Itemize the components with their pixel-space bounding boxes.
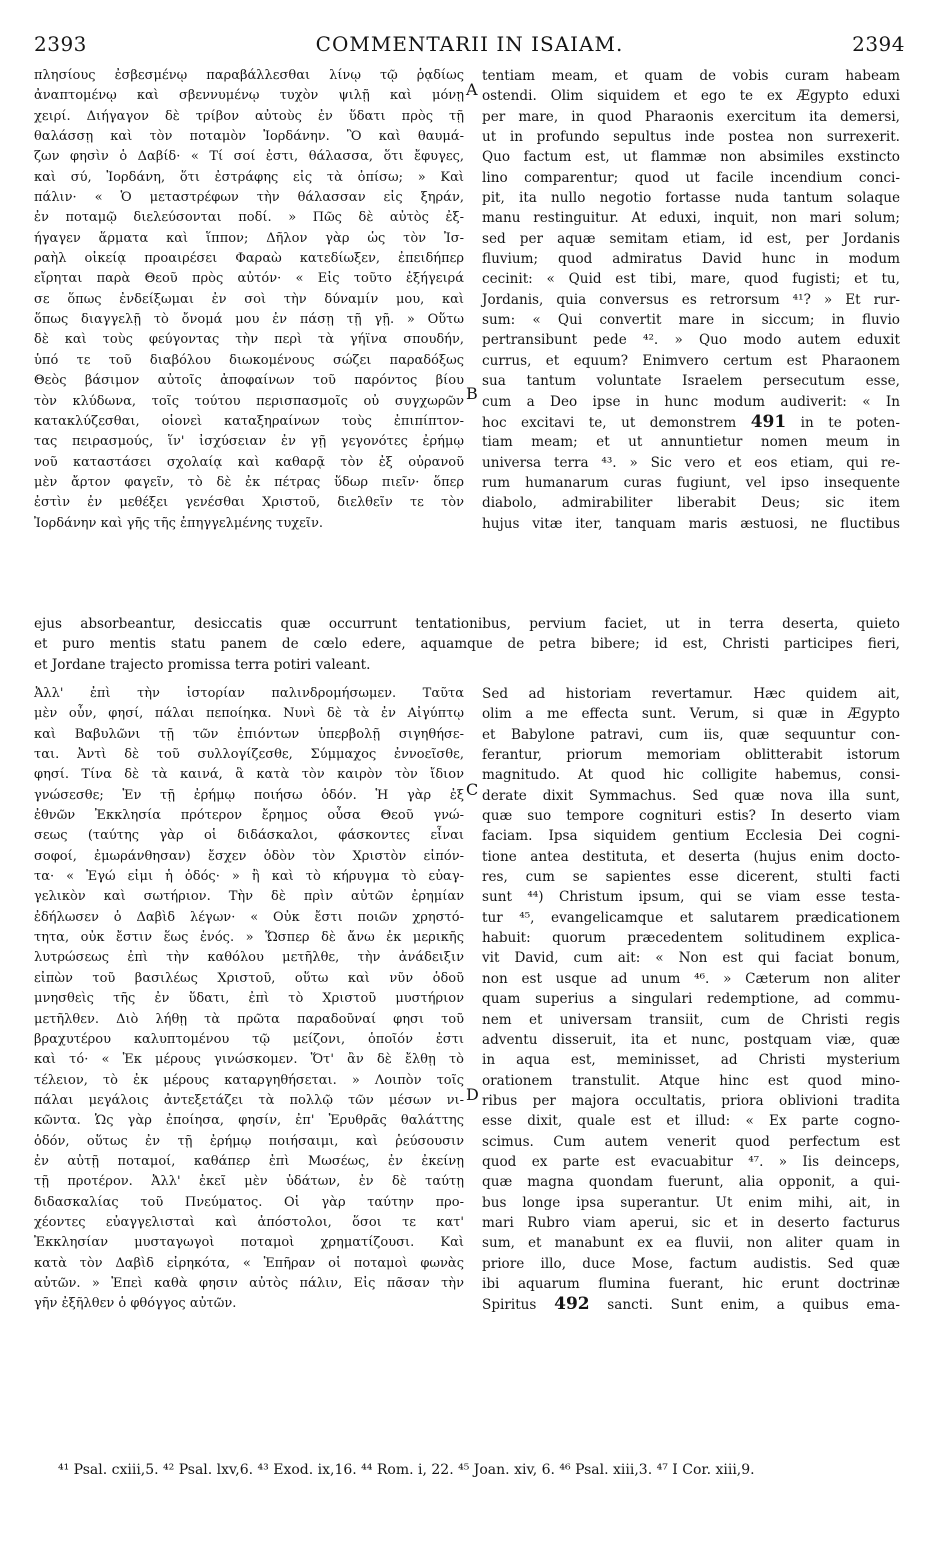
text-line: ραὴλ οἰκείᾳ προαιρέσει Φαραὼ κατεδίωξεν, ἐπειδήπερ: [34, 251, 464, 267]
text-line: Ἀλλ' ἐπὶ τὴν ἱστορίαν παλινδρομήσωμεν. Ταῦτα: [34, 686, 464, 701]
text-line: τητα, οὐκ ἔστιν ἕως ἑνός. » Ὥσπερ δὲ ἄνω ἐκ μερικῆς: [34, 930, 464, 946]
text-line: μὲν οὖν, φησί, πάλαι πεποίηκα. Νυνὶ δὲ τὰ ἐν Αἰγύπτῳ: [34, 706, 464, 722]
text-line: sua tantum voluntate Israelem persecutum esse,: [482, 373, 900, 390]
text-line: ἐθνῶν Ἐκκλησία πρότερον ἔρημος οὖσα Θεοῦ γνώ-: [34, 808, 464, 824]
text-line: et Jordane trajecto promissa terra potiri valeant.: [34, 656, 371, 673]
text-line: βραχυτέρου καλυπτομένου τῷ μείζονι, ὁποῖόν ἐστι: [34, 1031, 464, 1047]
text-line: hoc excitavi te, ut demonstrem 491 in te poten-: [482, 411, 900, 432]
text-line: εἰπὼν τοῦ βασιλέως Χριστοῦ, οὕτω καὶ νῦν ὁδοῦ: [34, 970, 464, 986]
page-header: [34, 32, 905, 62]
page-marker-number: 491: [750, 411, 787, 432]
text-line: faciam. Ipsa siquidem gentium Ecclesia Dei cogni-: [482, 828, 900, 845]
text-line: νοῦ καταστάσει σχολαίᾳ καὶ καθαρᾷ τὸν ἐξ οὐρανοῦ: [34, 454, 464, 470]
text-line: κῶντα. Ὡς γὰρ ἐποίησα, φησίν, ἐπ' Ἐρυθρᾶς θαλάττης: [34, 1113, 464, 1129]
text-line: ferantur, priorum memoriam oblitterabit istorum: [482, 747, 900, 764]
text-line: et Babylone patravi, cum iis, quæ sequuntur con-: [482, 726, 900, 743]
text-line: derate dixit Symmachus. Sed quæ nova illa sunt,: [482, 787, 900, 804]
text-line: ζων φησὶν ὁ Δαβίδ· « Τί σοί ἐστι, θάλασσα, ὅτι ἔφυγες,: [34, 149, 464, 165]
latin-column-1: [482, 66, 900, 534]
text-line: esse dixit, quale est et illud: « Ex parte cogno-: [482, 1113, 900, 1130]
text-line: Quo factum est, ut flammæ non absimiles exstincto: [482, 149, 900, 166]
text-line: quam superius a singulari redemptione, ad commu-: [482, 991, 900, 1008]
text-line: φησί. Τίνα δὲ τὰ καινά, ἃ κατὰ τὸν καιρὸν τὸν ἴδιον: [34, 767, 464, 783]
greek-column-2: [34, 684, 464, 1315]
text-line: καὶ σύ, Ἰορδάνη, ὅτι ἐστράφης εἰς τὰ ὀπίσω; » Καὶ: [34, 169, 464, 185]
text-line: ἐν ποταμῷ διελεύσονται ποδί. » Πῶς δὲ αὐτὸς ἐξ-: [34, 210, 464, 226]
text-line: θαλάσσῃ καὶ τὸν ποταμὸν Ἰορδάνην. Ὃ καὶ θαυμά-: [34, 129, 464, 145]
text-line: κατακλύζεσθαι, οἱονεὶ καταξηραίνων τοὺς ἐπιπίπτον-: [34, 413, 464, 429]
text-line: Jordanis, quia conversus es retrorsum ⁴¹? » Et rur-: [482, 291, 900, 308]
text-line: σεως (ταύτης γὰρ οἱ διδάσκαλοι, φάσκοντες εἶναι: [34, 828, 464, 844]
text-line: γελικὸν καὶ σωτήριον. Τὴν δὲ πρὶν αὐτῶν ἐρημίαν: [34, 889, 464, 905]
text-line: sunt ⁴⁴) Christum ipsum, qui se viam esse testa-: [482, 889, 900, 906]
text-line: tione antea destituta, et deserta (hujus enim docto-: [482, 848, 900, 865]
margin-marker-c: C: [466, 780, 479, 799]
text-line: καὶ τό· « Ἐκ μέρους γινώσκομεν. Ὅτ' ἂν δὲ ἔλθῃ τὸ: [34, 1052, 464, 1068]
text-line: σοφοί, ἐμωράνθησαν) ἔσχεν ὁδὸν τὸν Χριστὸν εἰπόν-: [34, 848, 464, 864]
text-line: diabolo, admirabiliter liberabit Deus; sic item: [482, 495, 900, 512]
text-line: ibi aquarum flumina fuerant, hic erunt doctrinæ: [482, 1275, 900, 1292]
text-line: Θεὸς βάσιμον αὐτοῖς ἀποφαίνων τοῦ παρόντος βίου: [34, 373, 464, 389]
text-line: adventu disseruit, ita et nunc, postquam viæ, quæ: [482, 1031, 900, 1048]
text-line: ἐστὶν ἐν μεθέξει γενέσθαι Χριστοῦ, διελθεῖν τε τὸν: [34, 495, 464, 511]
text-line: εἴρηται παρὰ Θεοῦ πρὸς αὐτόν· « Εἰς τοῦτο ἐξήγειρά: [34, 271, 464, 287]
text-line: pit, ita nullo negotio fortasse nuda tantum solaque: [482, 190, 900, 207]
footnotes: ⁴¹ Psal. cxiii,5. ⁴² Psal. lxv,6. ⁴³ Exod. ix,16. ⁴⁴ Rom. i, 22. ⁴⁵ Joan. xiv, 6. ⁴⁶ Psal. xiii,3. ⁴⁷ I Cor. xiii,9.: [58, 1462, 755, 1478]
text-line: orationem transtulit. Atque hinc est quod mino-: [482, 1072, 900, 1089]
text-line: magnitudo. At quod hic colligite habemus, consi-: [482, 767, 900, 784]
text-line: res, cum se sapientes esse dicerent, stulti facti: [482, 869, 900, 886]
text-line: quæ suo tempore cognituri estis? In deserto viam: [482, 808, 900, 825]
text-line: lino comparentur; quod ut facile incendium conci-: [482, 169, 900, 186]
text-line: καὶ Βαβυλῶνι τῇ τῶν ἐπιόντων ὑπερβολῇ σιγηθήσε-: [34, 726, 464, 742]
text-line: πλησίους ἐσβεσμένῳ παραβάλλεσθαι λίνῳ τῷ ῥᾳδίως: [34, 68, 464, 83]
text-line: γῆν ἐξῆλθεν ὁ φθόγγος αὐτῶν.: [34, 1296, 237, 1312]
text-line: ejus absorbeantur, desiccatis quæ occurrunt tentationibus, pervium faciet, ut in terra deserta, quieto: [34, 616, 900, 632]
margin-marker-d: D: [466, 1085, 479, 1104]
text-line: ἀναπτομένῳ καὶ σβεννυμένῳ τυχὸν ψιλῇ καὶ μόνῃ: [34, 88, 464, 104]
text-line: Sed ad historiam revertamur. Hæc quidem ait,: [482, 686, 900, 702]
text-line: priore illo, duce Mose, factum audistis. Sed quæ: [482, 1255, 900, 1272]
latin-column-2: [482, 684, 900, 1315]
text-line: ὑπό τε τοῦ διαβόλου διωκομένους σώζει παραδόξως: [34, 352, 464, 368]
running-title: COMMENTARII IN ISAIAM.: [315, 32, 624, 56]
text-line: Ἐκκλησίαν μυσταγωγοὶ ποταμοὶ χρηματίζουσι. Καὶ: [34, 1235, 464, 1251]
text-line: γνώσεσθε; Ἐν τῇ ἐρήμῳ ποιήσω ὁδόν. Ἡ γὰρ ἐξ: [34, 787, 464, 803]
text-line: Ἰορδάνην καὶ γῆς τῆς ἐπηγγελμένης τυχεῖν.: [34, 515, 324, 531]
text-line: cum a Deo ipse in hunc modum audiverit: « In: [482, 393, 900, 410]
text-line: vit David, cum ait: « Non est qui faciat bonum,: [482, 950, 900, 967]
margin-marker-b: B: [466, 384, 478, 403]
text-line: ὁδόν, οὕτως ἐν τῇ ἐρήμῳ ποιήσαιμι, καὶ ῥεύσουσιν: [34, 1133, 464, 1149]
full-width-paragraph: [34, 614, 900, 675]
text-line: sum, et manabunt ex ea fluvii, non aliter quam in: [482, 1235, 900, 1252]
text-line: τα· « Ἐγώ εἰμι ἡ ὁδός· » ἢ καὶ τὸ κήρυγμα τὸ εὐαγ-: [34, 869, 464, 885]
margin-marker-a: A: [466, 80, 478, 99]
text-line: σε ὅπως ἐνδείξωμαι ἐν σοὶ τὴν δύναμίν μου, καὶ: [34, 291, 464, 307]
text-line: χέοντες εὐαγγελισταὶ καὶ ἀπόστολοι, ὅσοι τε κατ': [34, 1214, 464, 1230]
page-marker-number: 492: [554, 1294, 590, 1315]
text-line: cecinit: « Quid est tibi, mare, quod fugisti; et tu,: [482, 271, 900, 288]
text-line: quod ex parte est evacuabitur ⁴⁷. » Iis deinceps,: [482, 1153, 900, 1170]
text-line: τας πειρασμούς, ἵν' ἰσχύσειαν ἐν γῇ γεγονότες ἐρήμῳ: [34, 434, 464, 450]
text-line: universa terra ⁴³. » Sic vero et eos etiam, qui re-: [482, 454, 900, 471]
text-line: tiam meam; et ut annuntietur nomen meum in: [482, 434, 900, 451]
text-line: sum: « Qui convertit mare in siccum; in fluvio: [482, 312, 900, 329]
text-line: λυτρώσεως ἐπὶ τὴν καθόλου μετῆλθε, τὴν ἀνάδειξιν: [34, 950, 464, 966]
text-line: ribus per majora occultatis, priora oblivioni tradita: [482, 1092, 900, 1109]
text-line: nem et universam transiit, cum de Christi regis: [482, 1011, 900, 1028]
text-line: διδασκαλίας τοῦ Πνεύματος. Οἱ γὰρ ταύτην προ-: [34, 1194, 464, 1210]
text-line: ostendi. Olim siquidem et ego te ex Ægypto eduxi: [482, 88, 900, 105]
text-line: ἐδήλωσεν ὁ Δαβὶδ λέγων· « Οὐκ ἔστι ποιῶν χρηστό-: [34, 909, 464, 925]
text-line: τῇ προτέρον. Ἀλλ' ἐκεῖ μὲν ὑδάτων, ἐν δὲ ταύτῃ: [34, 1174, 464, 1190]
text-line: Spiritus 492 sancti. Sunt enim, a quibus ema-: [482, 1294, 900, 1315]
text-line: tentiam meam, et quam de vobis curam habeam: [482, 68, 900, 84]
text-line: per mare, in quod Pharaonis exercitum ita demersi,: [482, 108, 900, 125]
text-line: non est usque ad unum ⁴⁶. » Cæterum non aliter: [482, 970, 900, 987]
text-line: ται. Ἀντὶ δὲ τοῦ συλλογίζεσθε, Σύμμαχος ἐννοεῖσθε,: [34, 747, 464, 763]
text-line: sed per aquæ semitam etiam, id est, per Jordanis: [482, 230, 900, 247]
page-number-right: 2394: [852, 32, 905, 56]
text-line: rum humanarum curas fugiunt, vel ipso insequente: [482, 474, 900, 491]
text-line: tur ⁴⁵, evangelicamque et salutarem prædicationem: [482, 909, 900, 926]
text-line: mari Rubro viam aperui, sic et in deserto facturus: [482, 1214, 900, 1231]
text-line: ἐν αὐτῇ ποταμοί, καθάπερ ἐπὶ Μωσέως, ἐν ἐκείνῃ: [34, 1153, 464, 1169]
text-line: κατὰ τὸν Δαβὶδ εἰρηκότα, « Ἐπῆραν οἱ ποταμοὶ φωνὰς: [34, 1255, 464, 1271]
text-line: τέλειον, τὸ ἐκ μέρους καταργηθήσεται. » Λοιπὸν τοῖς: [34, 1072, 464, 1088]
text-line: in aqua est, meminisset, ad Christi mysterium: [482, 1052, 900, 1069]
page-number-left: 2393: [34, 32, 87, 56]
text-line: currus, et equum? Enimvero certum est Pharaonem: [482, 352, 900, 369]
text-line: ήγαγεν ἅρματα καὶ ἵππον; Δῆλον γὰρ ὡς τὸν Ἰσ-: [34, 230, 464, 246]
text-line: olim a me effecta sunt. Verum, si quæ in Ægypto: [482, 706, 900, 723]
text-line: scimus. Cum autem venerit quod perfectum est: [482, 1133, 900, 1150]
text-line: ὅπως διαγγελῇ τὸ ὄνομά μου ἐν πάσῃ τῇ γῇ. » Οὕτω: [34, 312, 464, 328]
text-line: habuit: quorum præcedentem solitudinem explica-: [482, 930, 900, 947]
text-line: et puro mentis statu panem de cœlo edere, aquamque de petra bibere; id est, Christi participes fieri,: [34, 636, 900, 653]
text-line: χειρί. Διήγαγον δὲ τρίβον αὐτοὺς ἐν ὕδατι πρὸς τῇ: [34, 108, 464, 124]
text-line: δὲ καὶ τοὺς φεύγοντας τὴν περὶ τὰ γήϊνα σπουδήν,: [34, 332, 464, 348]
text-line: μετῆλθεν. Διὸ λήθῃ τὰ πρῶτα παραδοῦναί φησι τοῦ: [34, 1011, 464, 1027]
text-line: πάλιν· « Ὁ μεταστρέφων τὴν θάλασσαν εἰς ξηράν,: [34, 190, 464, 206]
text-line: τὸν κλύδωνα, τοῖς τούτου περισπασμοῖς οὐ συγχωρῶν: [34, 393, 464, 409]
text-line: pertransibunt pede ⁴². » Quo modo autem eduxit: [482, 332, 900, 349]
text-line: fluvium; quod admiratus David hunc in modum: [482, 251, 900, 268]
text-line: ut in profundo sepultus inde postea non surrexerit.: [482, 129, 900, 146]
text-line: bus longe ipsa superantur. Ut enim mihi, ait, in: [482, 1194, 900, 1211]
greek-column-1: [34, 66, 464, 534]
text-line: hujus vitæ iter, tanquam maris æstuosi, ne fluctibus: [482, 515, 900, 532]
text-line: αὐτῶν. » Ἐπεὶ καθὰ φησιν αὐτὸς πάλιν, Εἰς πᾶσαν τὴν: [34, 1275, 464, 1291]
text-line: μὲν ἄρτον φαγεῖν, τὸ δὲ ἐκ πέτρας ὕδωρ πιεῖν· ὅπερ: [34, 474, 464, 490]
text-line: manu restinguitur. At eduxi, inquit, non mari solum;: [482, 210, 900, 227]
text-line: πάλαι μεγάλοις ἀντεξετάζει τὰ πολλῷ τῶν μέσων νι-: [34, 1092, 464, 1108]
text-line: quæ magna quondam fuerunt, alia opponit, a qui-: [482, 1174, 900, 1191]
text-line: μνησθεὶς τῆς ἐν ὕδατι, ἐπὶ τὸ Χριστοῦ μυστήριον: [34, 991, 464, 1007]
